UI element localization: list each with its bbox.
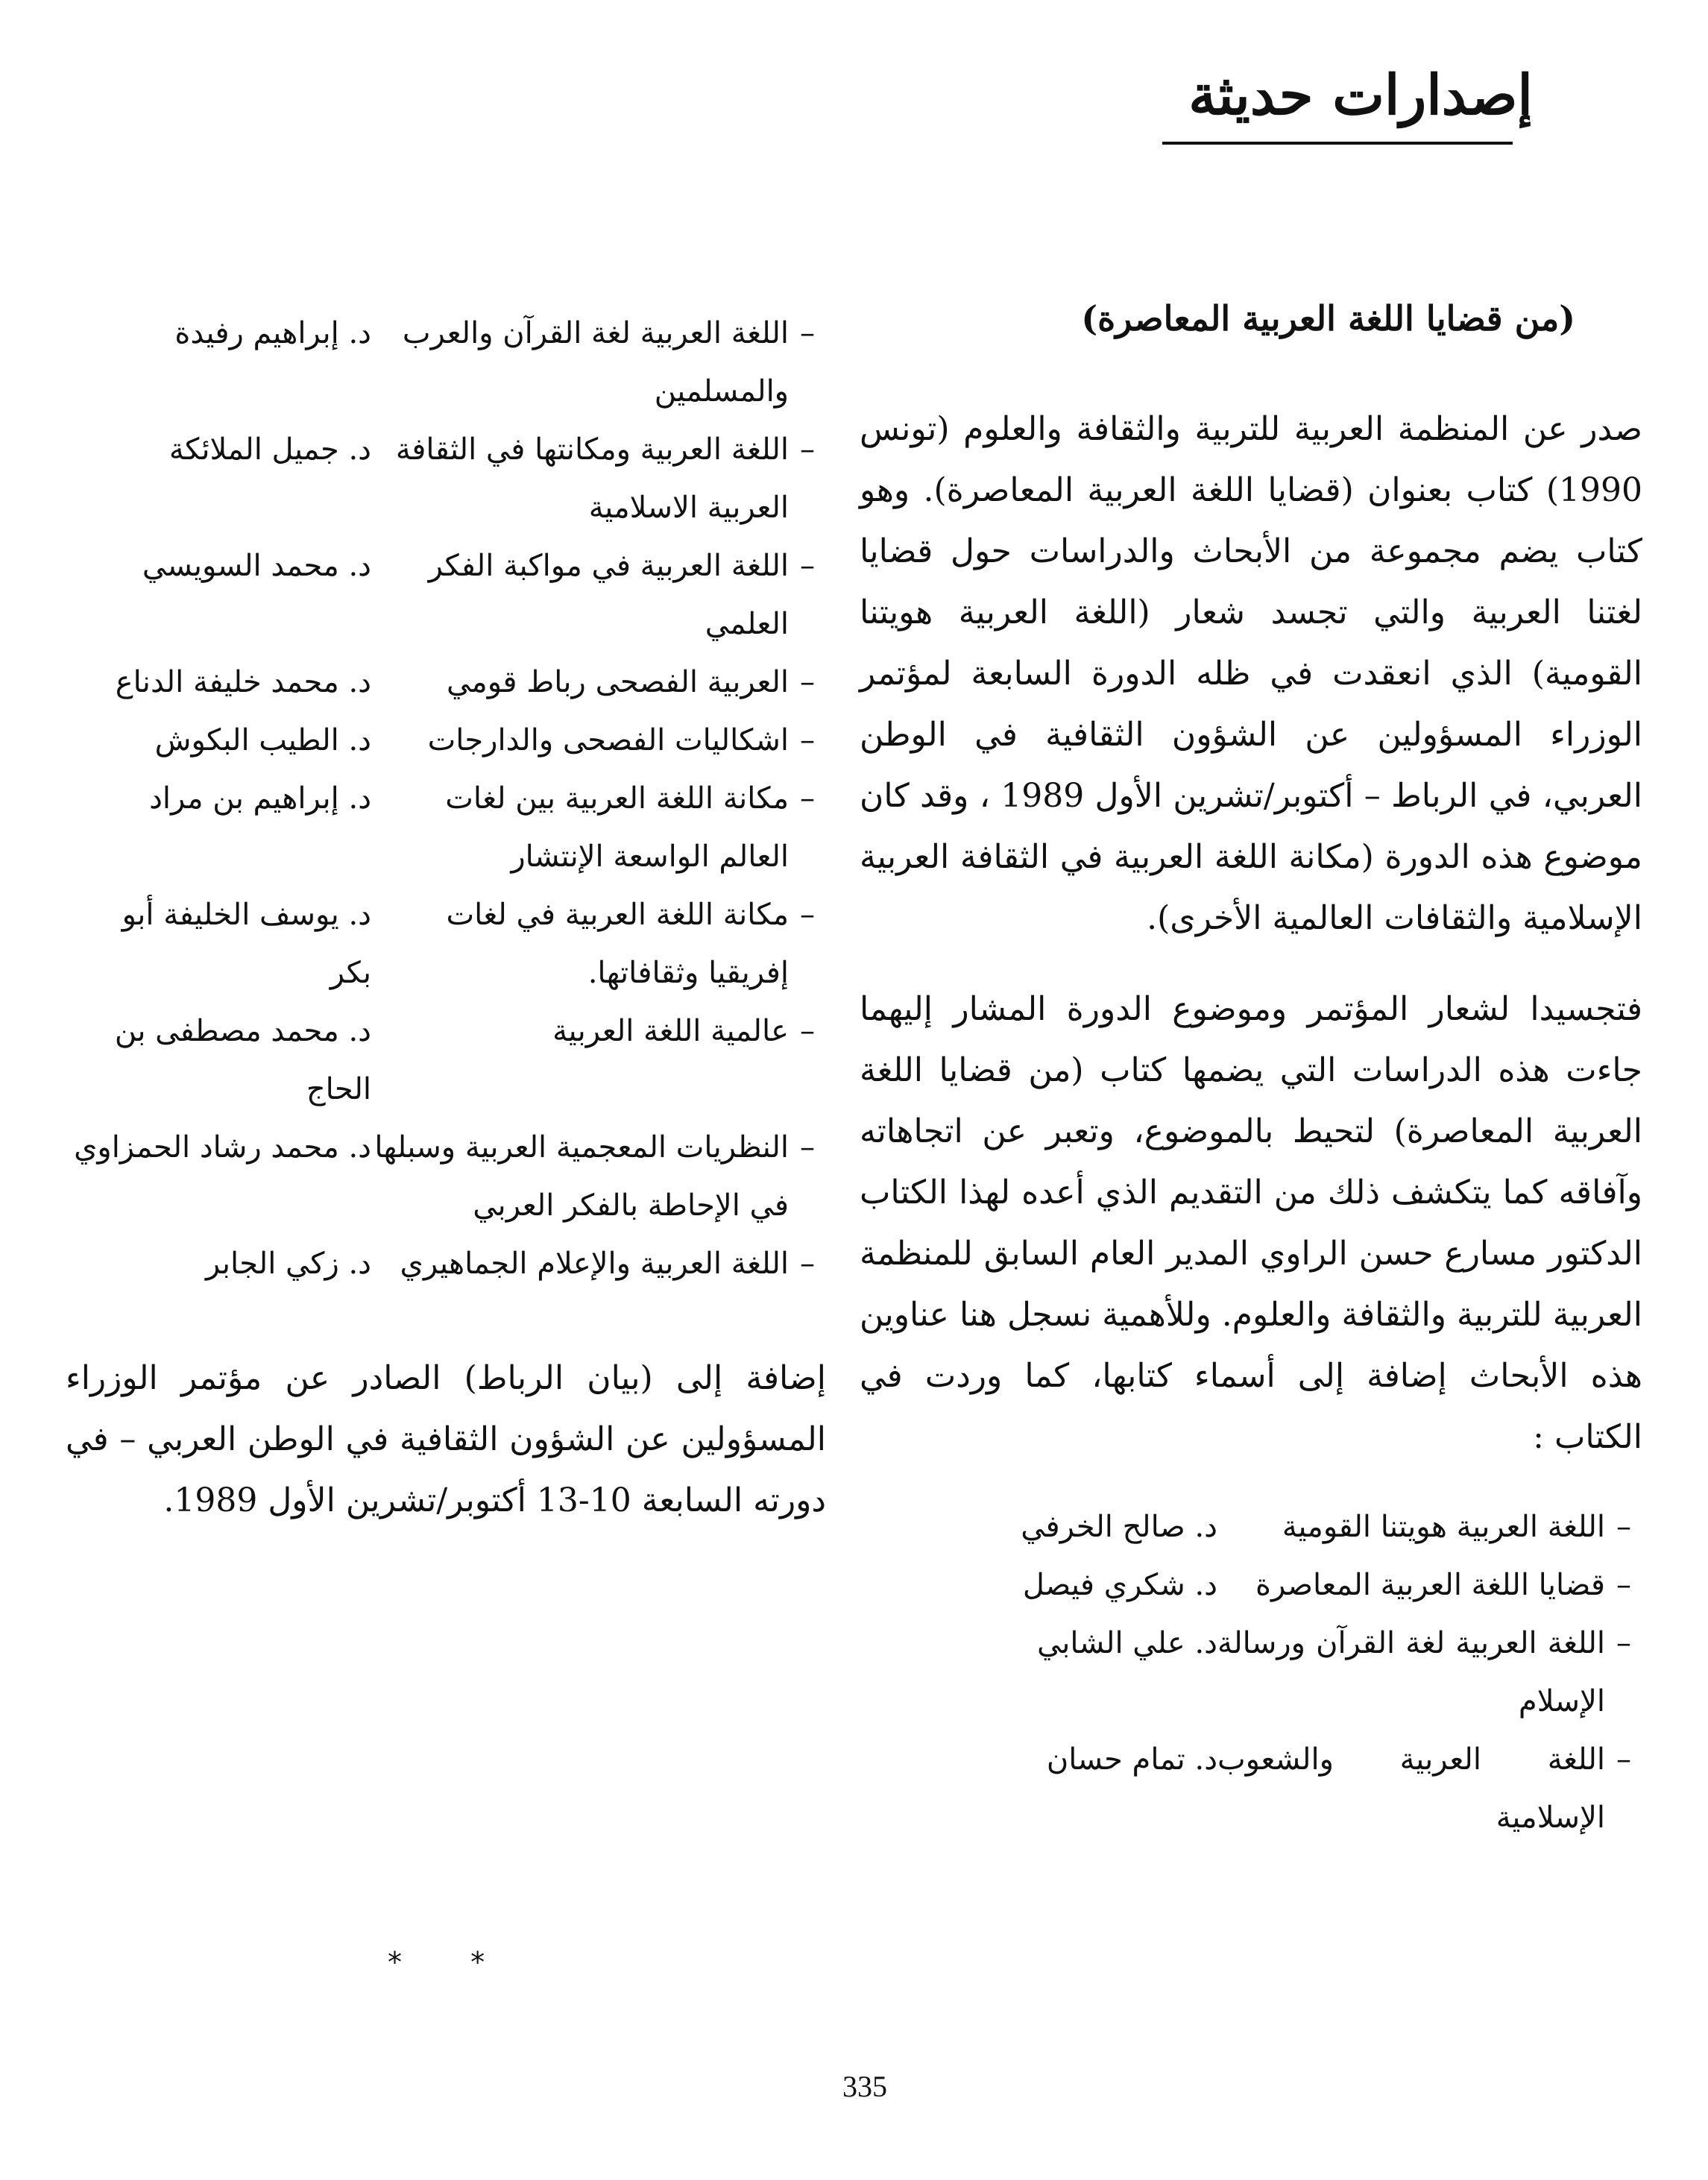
article-author: د. زكي الجابر (205, 1247, 371, 1281)
article-title: اللغة العربية والإعلام الجماهيري (400, 1247, 789, 1281)
list-item (860, 1730, 1642, 1847)
list-item (860, 1556, 1642, 1614)
list-dash: – (800, 549, 815, 583)
list-dash: – (800, 1247, 815, 1281)
list-dash: – (800, 781, 815, 816)
right-column (860, 298, 1642, 1847)
closing-paragraph: إضافة إلى (بيان الرباط) الصادر عن مؤتمر الوزراء المسؤولين عن الشؤون الثقافية في الوطن العربي – في دورته السابعة 10-13 أكتوبر/تشرين الأول 1989. (66, 1359, 826, 1519)
list-dash: – (800, 1130, 815, 1165)
article-author: د. محمد السويسي (142, 549, 371, 583)
title-underline (1162, 142, 1513, 145)
article-title: اللغة العربية ومكانتها في الثقافة العربية الاسلامية (395, 432, 789, 525)
article-author: د. محمد خليفة الدناع (115, 665, 371, 699)
intro-paragraph: صدر عن المنظمة العربية للتربية والثقافة والعلوم (تونس 1990) كتاب بعنوان (قضايا اللغة العربية المعاصرة). وهو كتاب يضم مجموعة من الأبحاث والدراسات حول قضايا لغتنا العربية والتي تجسد شعار (اللغة العربية هويتنا القومية) الذي انعقدت في ظله الدورة السابعة لمؤتمر الوزراء المسؤولين عن الشؤون الثقافية في الوطن العربي، في الرباط – أكتوبر/تشرين الأول 1989 ، وقد كان موضوع هذه الدورة (مكانة اللغة العربية في الثقافة العربية الإسلامية والثقافات العالمية الأخرى). (860, 410, 1642, 938)
list-item (66, 711, 826, 769)
list-dash: – (800, 723, 815, 757)
article-title: اللغة العربية لغة القرآن والعرب والمسلمين (402, 316, 789, 409)
article-title: قضايا اللغة العربية المعاصرة (1255, 1568, 1605, 1603)
list-item (66, 420, 826, 537)
list-dash: – (800, 1014, 815, 1048)
list-item (66, 537, 826, 653)
list-dash: – (1616, 1626, 1631, 1661)
list-item (860, 1498, 1642, 1556)
section-end-stars: * * (388, 1946, 515, 1979)
list-item (66, 1235, 826, 1293)
article-author: د. إبراهيم رفيدة (174, 316, 371, 350)
list-dash: – (800, 432, 815, 467)
left-column (66, 304, 826, 1531)
article-author: د. علي الشابي (1036, 1626, 1217, 1661)
list-dash: – (800, 316, 815, 350)
list-item (66, 1002, 826, 1118)
left-article-list (66, 304, 826, 1293)
page-title: إصدارات حديثة (1188, 63, 1533, 127)
article-title: النظريات المعجمية العربية وسبلها في الإحاطة بالفكر العربي (374, 1130, 789, 1223)
article-author: د. الطيب البكوش (154, 723, 371, 757)
list-item (860, 1614, 1642, 1730)
article-author: د. محمد مصطفى بن الحاج (114, 1014, 371, 1106)
list-item (66, 886, 826, 1002)
page-number: 335 (842, 2070, 887, 2103)
list-dash: – (800, 665, 815, 699)
article-title: اللغة العربية والشعوب الإسلامية (1217, 1742, 1605, 1836)
article-author: د. صالح الخرفي (1021, 1510, 1217, 1545)
article-title: اللغة العربية في مواكبة الفكر العلمي (428, 549, 789, 641)
article-author: د. تمام حسان (1046, 1742, 1217, 1777)
article-title: العربية الفصحى رباط قومي (446, 665, 789, 699)
list-dash: – (1616, 1510, 1631, 1545)
list-dash: – (1616, 1568, 1631, 1603)
article-title: اللغة العربية لغة القرآن ورسالة الإسلام (1217, 1626, 1605, 1719)
article-title: اللغة العربية هويتنا القومية (1282, 1510, 1605, 1545)
second-paragraph: فتجسيدا لشعار المؤتمر وموضوع الدورة المشار إليهما جاءت هذه الدراسات التي يضمها كتاب (من قضايا اللغة العربية المعاصرة) لتحيط بالموضوع، وتعبر عن اتجاهاته وآفاقه كما يتكشف ذلك من التقديم الذي أعده لهذا الكتاب الدكتور مسارع حسن الراوي المدير العام السابق للمنظمة العربية للتربية والثقافة والعلوم. وللأهمية نسجل هنا عناوين هذه الأبحاث إضافة إلى أسماء كتابها، كما وردت في الكتاب : (860, 990, 1642, 1457)
article-title: عالمية اللغة العربية (552, 1014, 789, 1048)
article-title: مكانة اللغة العربية بين لغات العالم الواسعة الإنتشار (445, 781, 789, 874)
article-author: د. شكري فيصل (1022, 1568, 1217, 1603)
article-author: د. إبراهيم بن مراد (149, 781, 371, 816)
article-author: د. محمد رشاد الحمزاوي (74, 1130, 371, 1165)
list-item (66, 769, 826, 886)
article-title: اشكاليات الفصحى والدارجات (427, 723, 789, 757)
list-dash: – (1616, 1742, 1631, 1777)
article-title: مكانة اللغة العربية في لغات إفريقيا وثقافاتها. (446, 898, 789, 990)
article-author: د. جميل الملائكة (168, 432, 371, 467)
section-heading: (من قضايا اللغة العربية المعاصرة) (1081, 298, 1575, 338)
list-dash: – (800, 898, 815, 932)
list-item (66, 1118, 826, 1235)
right-article-list (860, 1498, 1642, 1847)
list-item (66, 304, 826, 420)
list-item (66, 653, 826, 711)
article-author: د. يوسف الخليفة أبو بكر (122, 898, 371, 990)
